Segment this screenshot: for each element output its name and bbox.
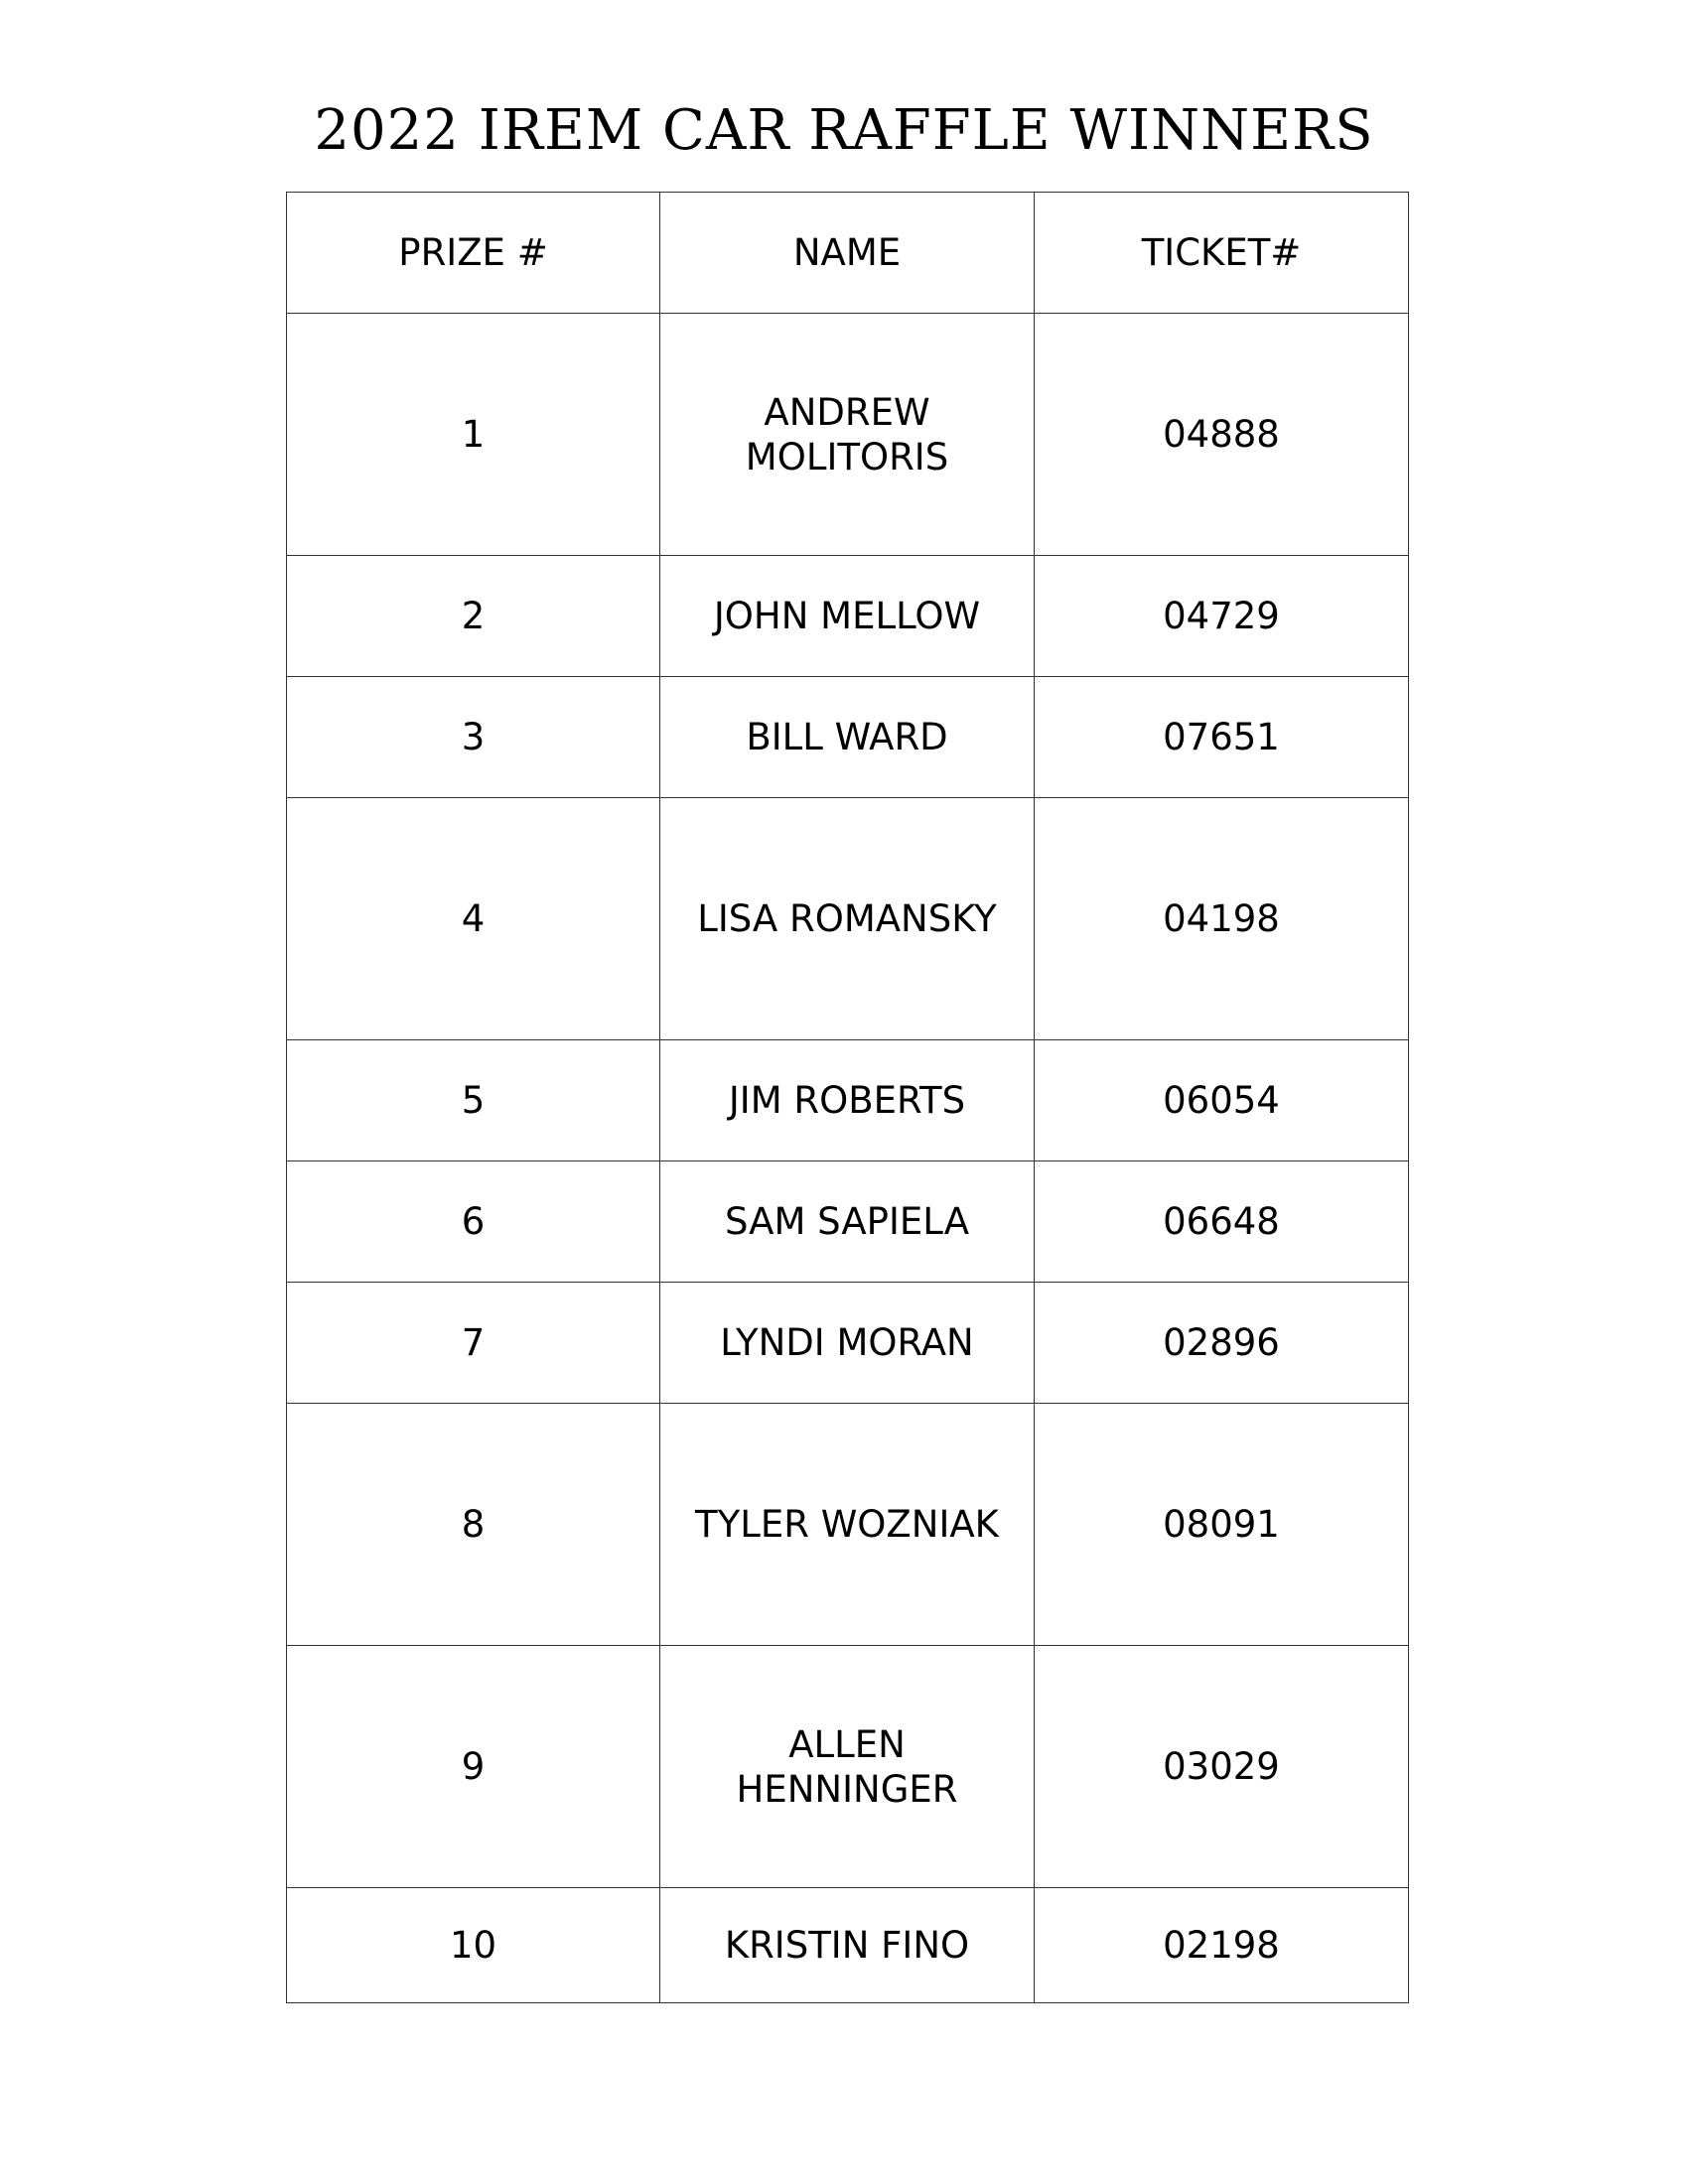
- name-cell: ANDREW MOLITORIS: [660, 314, 1035, 556]
- name-cell: SAM SAPIELA: [660, 1161, 1035, 1283]
- ticket-cell: 07651: [1035, 677, 1409, 798]
- name-cell: KRISTIN FINO: [660, 1888, 1035, 2003]
- prize-cell: 5: [287, 1040, 660, 1161]
- winners-table: [286, 192, 1409, 2003]
- ticket-cell: 08091: [1035, 1404, 1409, 1646]
- name-cell: JIM ROBERTS: [660, 1040, 1035, 1161]
- column-header-prize: PRIZE #: [287, 193, 660, 314]
- name-cell: LYNDI MORAN: [660, 1283, 1035, 1404]
- table-header-row: [287, 193, 1409, 314]
- table-row: [287, 1283, 1409, 1404]
- ticket-cell: 04198: [1035, 798, 1409, 1040]
- name-cell: JOHN MELLOW: [660, 556, 1035, 677]
- ticket-cell: 06648: [1035, 1161, 1409, 1283]
- table-row: [287, 677, 1409, 798]
- prize-cell: 3: [287, 677, 660, 798]
- prize-cell: 1: [287, 314, 660, 556]
- table-row: [287, 1646, 1409, 1888]
- page-title: 2022 IREM CAR RAFFLE WINNERS: [314, 98, 1374, 163]
- table-row: [287, 314, 1409, 556]
- ticket-cell: 02896: [1035, 1283, 1409, 1404]
- table-row: [287, 1404, 1409, 1646]
- prize-cell: 2: [287, 556, 660, 677]
- prize-cell: 4: [287, 798, 660, 1040]
- ticket-cell: 04888: [1035, 314, 1409, 556]
- table-row: [287, 1888, 1409, 2003]
- prize-cell: 9: [287, 1646, 660, 1888]
- ticket-cell: 04729: [1035, 556, 1409, 677]
- prize-cell: 6: [287, 1161, 660, 1283]
- table-row: [287, 798, 1409, 1040]
- table-row: [287, 556, 1409, 677]
- prize-cell: 10: [287, 1888, 660, 2003]
- prize-cell: 8: [287, 1404, 660, 1646]
- column-header-ticket: TICKET#: [1035, 193, 1409, 314]
- table-row: [287, 1040, 1409, 1161]
- name-cell: TYLER WOZNIAK: [660, 1404, 1035, 1646]
- ticket-cell: 02198: [1035, 1888, 1409, 2003]
- table-row: [287, 1161, 1409, 1283]
- column-header-name: NAME: [660, 193, 1035, 314]
- ticket-cell: 06054: [1035, 1040, 1409, 1161]
- name-cell: LISA ROMANSKY: [660, 798, 1035, 1040]
- name-cell: BILL WARD: [660, 677, 1035, 798]
- name-cell: ALLEN HENNINGER: [660, 1646, 1035, 1888]
- prize-cell: 7: [287, 1283, 660, 1404]
- ticket-cell: 03029: [1035, 1646, 1409, 1888]
